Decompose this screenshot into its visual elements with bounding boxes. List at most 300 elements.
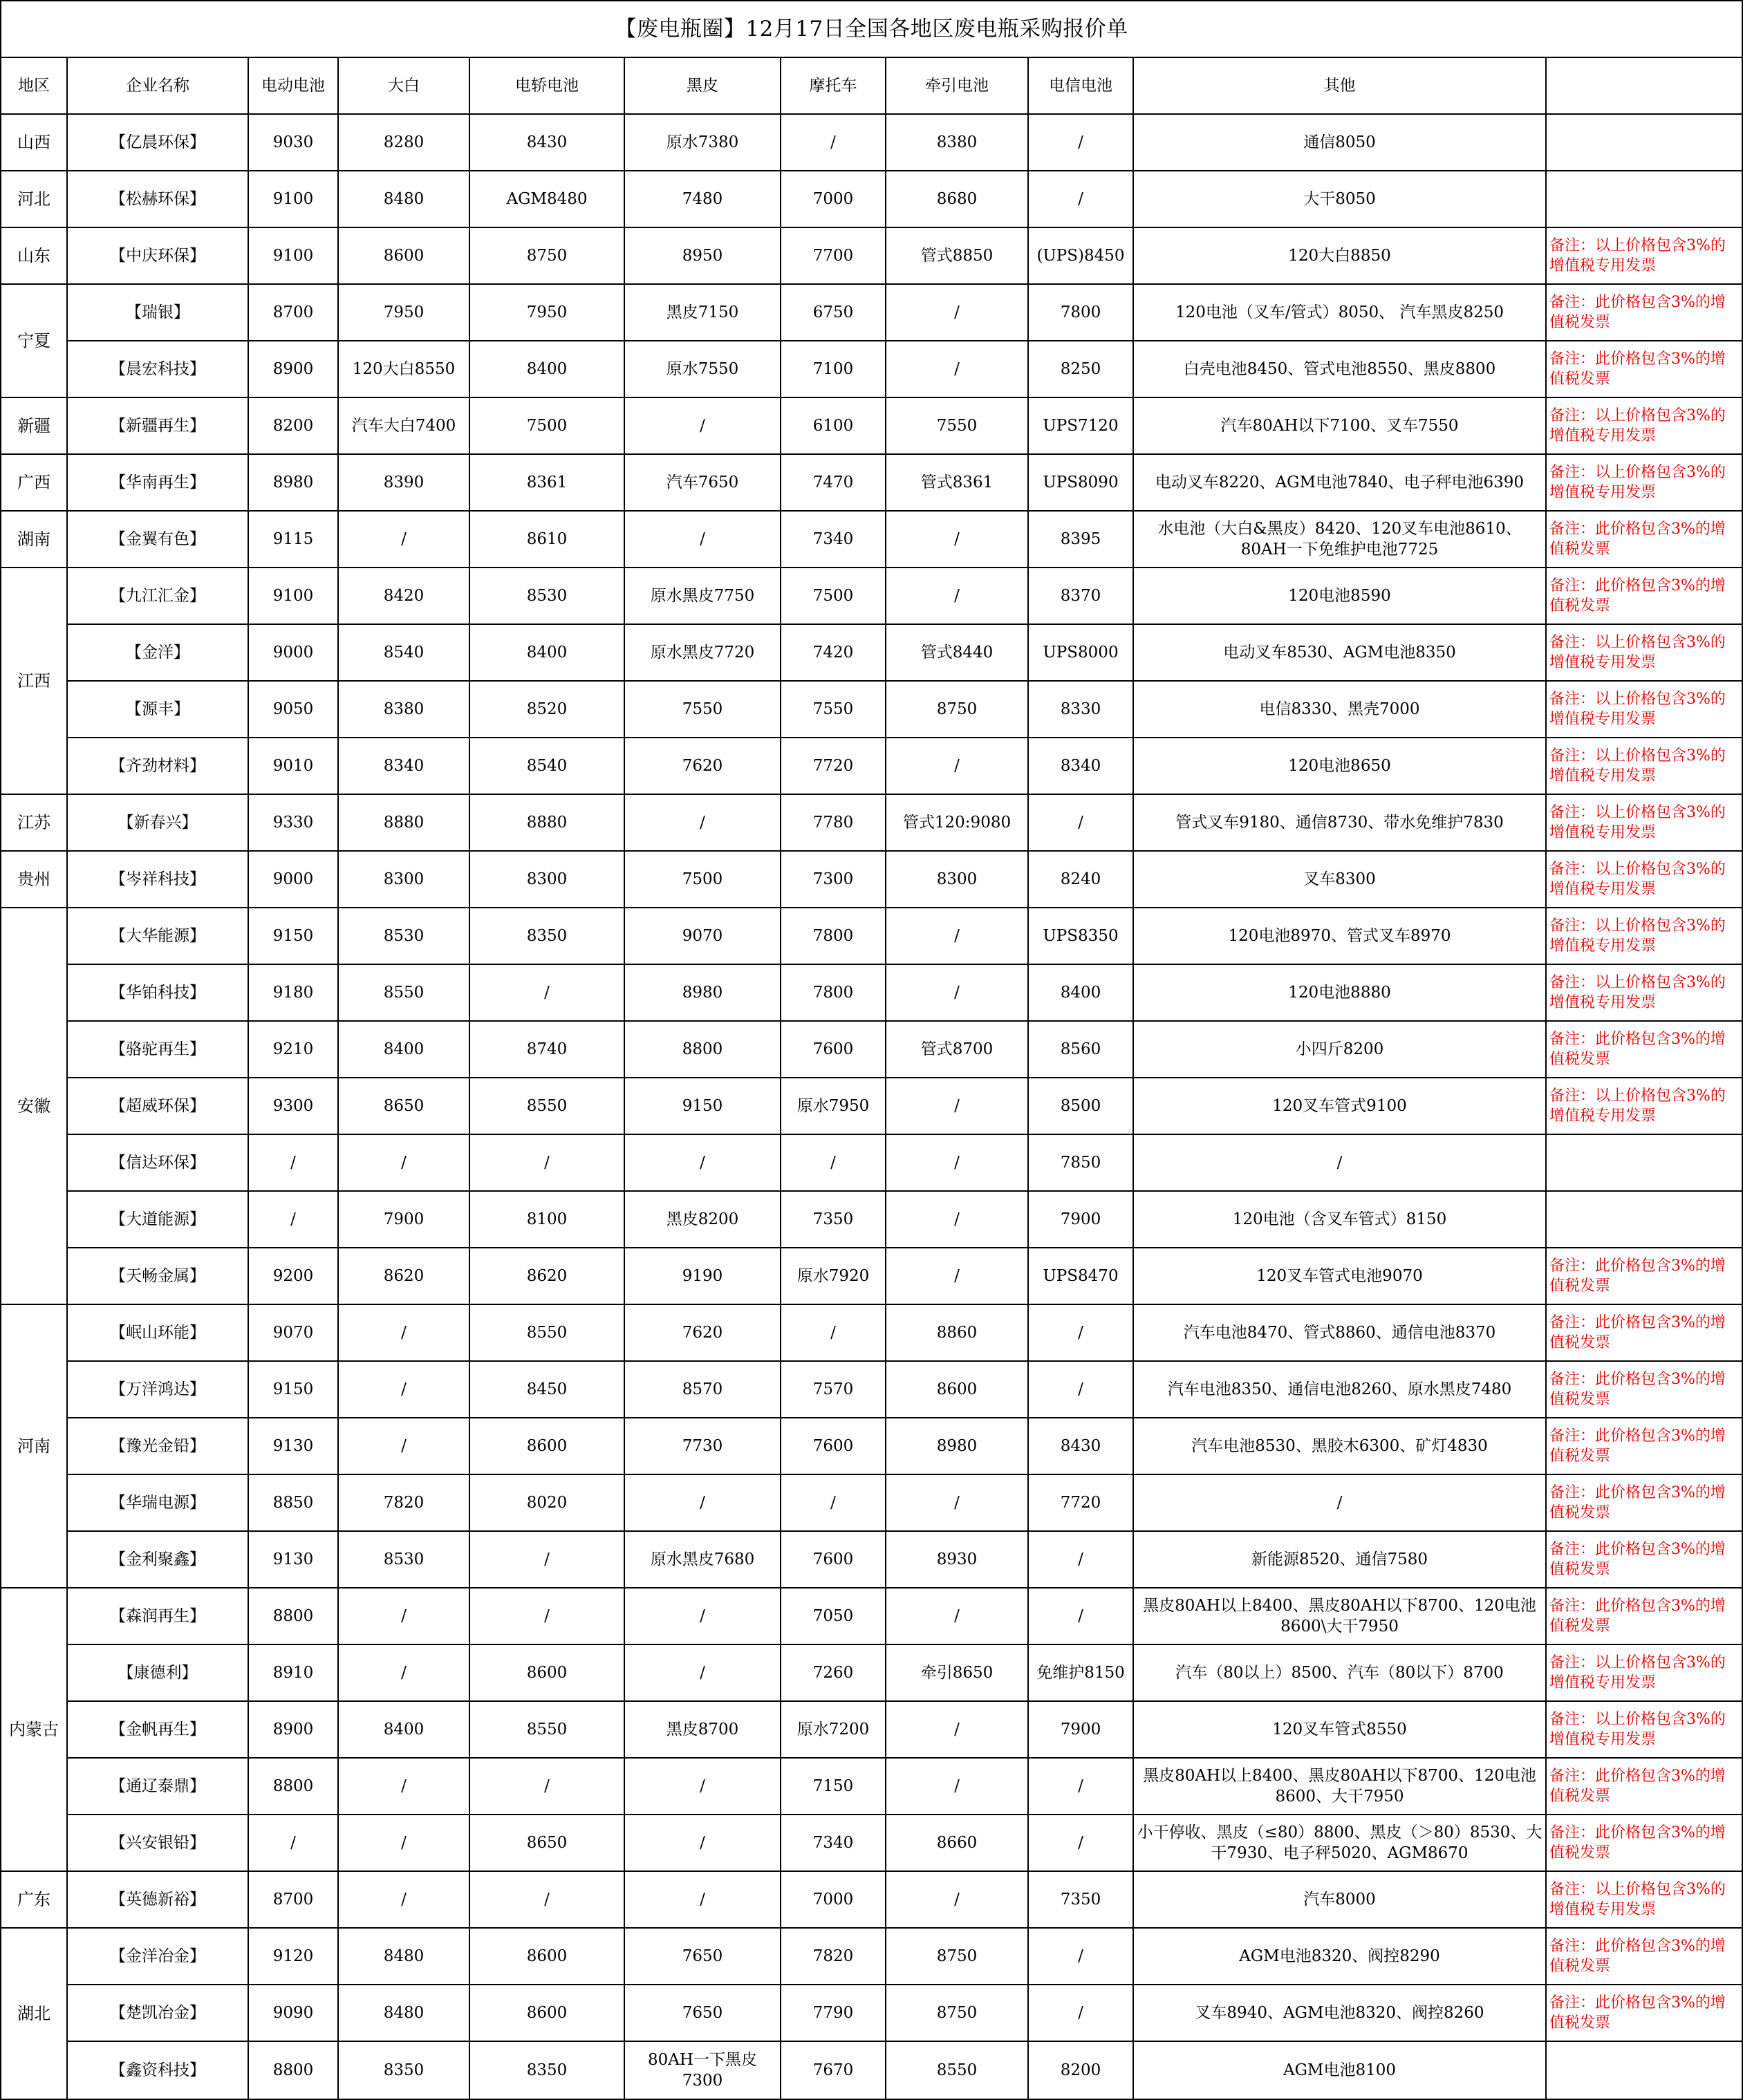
table-row <box>1 1531 1742 1588</box>
sedan-battery-price: 8550 <box>469 1701 624 1758</box>
company-name: 【康德利】 <box>67 1644 248 1701</box>
region-cell: 湖南 <box>1 511 67 568</box>
company-name: 【晨宏科技】 <box>67 341 248 397</box>
ev-battery-price: 9300 <box>248 1078 338 1134</box>
sedan-battery-price: 8880 <box>469 794 624 851</box>
column-header: 其他 <box>1133 57 1546 114</box>
sedan-battery-price: / <box>469 1531 624 1588</box>
table-row <box>1 1361 1742 1418</box>
page-title: 【废电瓶圈】12月17日全国各地区废电瓶采购报价单 <box>1 1 1742 57</box>
column-header: 地区 <box>1 57 67 114</box>
black-case-price: 7730 <box>624 1418 781 1474</box>
dabai-price: 7950 <box>338 284 469 341</box>
other-price: 汽车（80以上）8500、汽车（80以下）8700 <box>1133 1644 1546 1701</box>
company-name: 【通辽泰鼎】 <box>67 1758 248 1815</box>
company-name: 【金帆再生】 <box>67 1701 248 1758</box>
note-cell: 备注：此价格包含3%的增值税发票 <box>1546 284 1742 341</box>
sedan-battery-price: AGM8480 <box>469 171 624 227</box>
table-row <box>1 794 1742 851</box>
black-case-price: 原水7380 <box>624 114 781 171</box>
region-cell: 山西 <box>1 114 67 171</box>
sedan-battery-price: 8550 <box>469 1304 624 1361</box>
company-name: 【英德新裕】 <box>67 1871 248 1928</box>
note-cell: 备注：此价格包含3%的增值税发票 <box>1546 1588 1742 1644</box>
ev-battery-price: 8700 <box>248 1871 338 1928</box>
traction-battery-price: 管式8361 <box>886 454 1028 511</box>
other-price: 汽车8000 <box>1133 1871 1546 1928</box>
region-cell: 宁夏 <box>1 284 67 397</box>
sedan-battery-price: / <box>469 964 624 1021</box>
telecom-battery-price: 免维护8150 <box>1028 1644 1133 1701</box>
other-price: 黑皮80AH以上8400、黑皮80AH以下8700、120电池8600、大干7950 <box>1133 1758 1546 1815</box>
telecom-battery-price: UPS8470 <box>1028 1248 1133 1304</box>
other-price: 120电池8590 <box>1133 568 1546 624</box>
note-cell: 备注：以上价格包含3%的增值税专用发票 <box>1546 454 1742 511</box>
other-price: 新能源8520、通信7580 <box>1133 1531 1546 1588</box>
company-name: 【万洋鸿达】 <box>67 1361 248 1418</box>
telecom-battery-price: 7800 <box>1028 284 1133 341</box>
dabai-price: / <box>338 1815 469 1871</box>
sedan-battery-price: 8520 <box>469 681 624 738</box>
company-name: 【天畅金属】 <box>67 1248 248 1304</box>
motorcycle-price: 7340 <box>781 511 886 568</box>
traction-battery-price: 8860 <box>886 1304 1028 1361</box>
table-row <box>1 964 1742 1021</box>
ev-battery-price: 9200 <box>248 1248 338 1304</box>
traction-battery-price: 8300 <box>886 851 1028 908</box>
motorcycle-price: 7470 <box>781 454 886 511</box>
motorcycle-price: 7350 <box>781 1191 886 1248</box>
ev-battery-price: 8800 <box>248 1588 338 1644</box>
note-cell: 备注：此价格包含3%的增值税发票 <box>1546 1815 1742 1871</box>
other-price: 120电池8970、管式叉车8970 <box>1133 908 1546 964</box>
sedan-battery-price: 8540 <box>469 738 624 794</box>
company-name: 【新春兴】 <box>67 794 248 851</box>
dabai-price: 8480 <box>338 171 469 227</box>
region-cell: 河北 <box>1 171 67 227</box>
note-cell: 备注：以上价格包含3%的增值税专用发票 <box>1546 1644 1742 1701</box>
motorcycle-price: 7570 <box>781 1361 886 1418</box>
dabai-price: / <box>338 1361 469 1418</box>
motorcycle-price: 7150 <box>781 1758 886 1815</box>
note-cell: 备注：此价格包含3%的增值税发票 <box>1546 568 1742 624</box>
dabai-price: / <box>338 1304 469 1361</box>
company-name: 【齐劲材料】 <box>67 738 248 794</box>
ev-battery-price: / <box>248 1134 338 1191</box>
traction-battery-price: 8980 <box>886 1418 1028 1474</box>
traction-battery-price: 8680 <box>886 171 1028 227</box>
dabai-price: / <box>338 1644 469 1701</box>
traction-battery-price: 管式8440 <box>886 624 1028 681</box>
sedan-battery-price: / <box>469 1588 624 1644</box>
ev-battery-price: 8200 <box>248 397 338 454</box>
traction-battery-price: 8550 <box>886 2041 1028 2099</box>
black-case-price: 7500 <box>624 851 781 908</box>
table-row <box>1 1418 1742 1474</box>
other-price: 叉车8300 <box>1133 851 1546 908</box>
table-row <box>1 1815 1742 1871</box>
telecom-battery-price: 8500 <box>1028 1078 1133 1134</box>
traction-battery-price: / <box>886 511 1028 568</box>
company-name: 【骆驼再生】 <box>67 1021 248 1078</box>
sedan-battery-price: / <box>469 1134 624 1191</box>
black-case-price: 原水黑皮7720 <box>624 624 781 681</box>
dabai-price: 8550 <box>338 964 469 1021</box>
telecom-battery-price: UPS7120 <box>1028 397 1133 454</box>
dabai-price: 8880 <box>338 794 469 851</box>
table-row <box>1 1644 1742 1701</box>
sedan-battery-price: 8430 <box>469 114 624 171</box>
ev-battery-price: 8980 <box>248 454 338 511</box>
table-row <box>1 2041 1742 2099</box>
other-price: 120电池（含叉车管式）8150 <box>1133 1191 1546 1248</box>
traction-battery-price: / <box>886 738 1028 794</box>
traction-battery-price: 8600 <box>886 1361 1028 1418</box>
motorcycle-price: 7800 <box>781 964 886 1021</box>
note-cell: 备注：此价格包含3%的增值税发票 <box>1546 341 1742 397</box>
ev-battery-price: 9150 <box>248 908 338 964</box>
black-case-price: 9070 <box>624 908 781 964</box>
ev-battery-price: 9100 <box>248 227 338 284</box>
ev-battery-price: 9010 <box>248 738 338 794</box>
motorcycle-price: 7000 <box>781 171 886 227</box>
dabai-price: 8600 <box>338 227 469 284</box>
other-price: 小干停收、黑皮（≤80）8800、黑皮（＞80）8530、大干7930、电子秤5020、AGM8670 <box>1133 1815 1546 1871</box>
table-row <box>1 1758 1742 1815</box>
table-row <box>1 1191 1742 1248</box>
note-cell: 备注：此价格包含3%的增值税发票 <box>1546 1304 1742 1361</box>
motorcycle-price: 7720 <box>781 738 886 794</box>
sedan-battery-price: 8740 <box>469 1021 624 1078</box>
sedan-battery-price: 7500 <box>469 397 624 454</box>
ev-battery-price: 9115 <box>248 511 338 568</box>
dabai-price: 8390 <box>338 454 469 511</box>
region-cell: 山东 <box>1 227 67 284</box>
telecom-battery-price: / <box>1028 1815 1133 1871</box>
table-row <box>1 624 1742 681</box>
table-row <box>1 568 1742 624</box>
region-cell: 江西 <box>1 568 67 794</box>
ev-battery-price: 8900 <box>248 341 338 397</box>
black-case-price: 80AH一下黑皮7300 <box>624 2041 781 2099</box>
motorcycle-price: / <box>781 1304 886 1361</box>
note-cell <box>1546 1191 1742 1248</box>
table-row <box>1 1985 1742 2041</box>
traction-battery-price: 8380 <box>886 114 1028 171</box>
traction-battery-price: / <box>886 1078 1028 1134</box>
motorcycle-price: 原水7950 <box>781 1078 886 1134</box>
column-header: 摩托车 <box>781 57 886 114</box>
traction-battery-price: / <box>886 1758 1028 1815</box>
telecom-battery-price: 8250 <box>1028 341 1133 397</box>
other-price: 汽车电池8470、管式8860、通信电池8370 <box>1133 1304 1546 1361</box>
other-price: 120叉车管式电池9070 <box>1133 1248 1546 1304</box>
telecom-battery-price: 8400 <box>1028 964 1133 1021</box>
other-price: 120叉车管式9100 <box>1133 1078 1546 1134</box>
ev-battery-price: 9100 <box>248 568 338 624</box>
traction-battery-price: 8660 <box>886 1815 1028 1871</box>
motorcycle-price: 7500 <box>781 568 886 624</box>
telecom-battery-price: 8395 <box>1028 511 1133 568</box>
ev-battery-price: 9070 <box>248 1304 338 1361</box>
telecom-battery-price: 7900 <box>1028 1191 1133 1248</box>
black-case-price: 9150 <box>624 1078 781 1134</box>
traction-battery-price: / <box>886 1701 1028 1758</box>
note-cell: 备注：此价格包含3%的增值税发票 <box>1546 1985 1742 2041</box>
note-cell: 备注：以上价格包含3%的增值税专用发票 <box>1546 681 1742 738</box>
table-row <box>1 284 1742 341</box>
other-price: 120叉车管式8550 <box>1133 1701 1546 1758</box>
company-name: 【松赫环保】 <box>67 171 248 227</box>
other-price: / <box>1133 1134 1546 1191</box>
ev-battery-price: / <box>248 1191 338 1248</box>
ev-battery-price: 9090 <box>248 1985 338 2041</box>
other-price: 叉车8940、AGM电池8320、阀控8260 <box>1133 1985 1546 2041</box>
ev-battery-price: 9180 <box>248 964 338 1021</box>
motorcycle-price: 6100 <box>781 397 886 454</box>
table-row <box>1 1134 1742 1191</box>
telecom-battery-price: 8330 <box>1028 681 1133 738</box>
ev-battery-price: 8900 <box>248 1701 338 1758</box>
traction-battery-price: 管式120:9080 <box>886 794 1028 851</box>
note-cell: 备注：以上价格包含3%的增值税专用发票 <box>1546 1871 1742 1928</box>
sedan-battery-price: 8600 <box>469 1985 624 2041</box>
motorcycle-price: 7050 <box>781 1588 886 1644</box>
sedan-battery-price: 8650 <box>469 1815 624 1871</box>
black-case-price: 黑皮8700 <box>624 1701 781 1758</box>
table-row <box>1 1701 1742 1758</box>
black-case-price: / <box>624 1474 781 1531</box>
black-case-price: 原水黑皮7680 <box>624 1531 781 1588</box>
dabai-price: 8620 <box>338 1248 469 1304</box>
company-name: 【金洋冶金】 <box>67 1928 248 1985</box>
black-case-price: / <box>624 1588 781 1644</box>
telecom-battery-price: 7720 <box>1028 1474 1133 1531</box>
other-price: 120电池8880 <box>1133 964 1546 1021</box>
column-header: 企业名称 <box>67 57 248 114</box>
sedan-battery-price: 8610 <box>469 511 624 568</box>
table-row <box>1 1928 1742 1985</box>
note-cell: 备注：此价格包含3%的增值税发票 <box>1546 1248 1742 1304</box>
dabai-price: 7900 <box>338 1191 469 1248</box>
other-price: 黑皮80AH以上8400、黑皮80AH以下8700、120电池8600\大干7950 <box>1133 1588 1546 1644</box>
telecom-battery-price: 8240 <box>1028 851 1133 908</box>
telecom-battery-price: 8340 <box>1028 738 1133 794</box>
company-name: 【兴安银铅】 <box>67 1815 248 1871</box>
company-name: 【森润再生】 <box>67 1588 248 1644</box>
telecom-battery-price: 8370 <box>1028 568 1133 624</box>
table-row <box>1 1021 1742 1078</box>
sedan-battery-price: 8550 <box>469 1078 624 1134</box>
black-case-price: / <box>624 397 781 454</box>
table-row <box>1 1871 1742 1928</box>
note-cell: 备注：此价格包含3%的增值税发票 <box>1546 1474 1742 1531</box>
region-cell: 新疆 <box>1 397 67 454</box>
table-row <box>1 1588 1742 1644</box>
note-cell: 备注：以上价格包含3%的增值税专用发票 <box>1546 851 1742 908</box>
table-row <box>1 1474 1742 1531</box>
motorcycle-price: 7600 <box>781 1021 886 1078</box>
column-header <box>1546 57 1742 114</box>
motorcycle-price: / <box>781 1134 886 1191</box>
column-header: 黑皮 <box>624 57 781 114</box>
column-header: 牵引电池 <box>886 57 1028 114</box>
note-cell <box>1546 1134 1742 1191</box>
black-case-price: 黑皮7150 <box>624 284 781 341</box>
company-name: 【大道能源】 <box>67 1191 248 1248</box>
company-name: 【金利聚鑫】 <box>67 1531 248 1588</box>
traction-battery-price: 牵引8650 <box>886 1644 1028 1701</box>
sedan-battery-price: 7950 <box>469 284 624 341</box>
column-header: 电动电池 <box>248 57 338 114</box>
motorcycle-price: 7800 <box>781 908 886 964</box>
table-row <box>1 681 1742 738</box>
black-case-price: 8800 <box>624 1021 781 1078</box>
ev-battery-price: 9050 <box>248 681 338 738</box>
motorcycle-price: 7300 <box>781 851 886 908</box>
sedan-battery-price: 8350 <box>469 908 624 964</box>
traction-battery-price: / <box>886 1191 1028 1248</box>
note-cell: 备注：此价格包含3%的增值税发票 <box>1546 1361 1742 1418</box>
black-case-price: 原水7550 <box>624 341 781 397</box>
traction-battery-price: / <box>886 568 1028 624</box>
note-cell <box>1546 114 1742 171</box>
other-price: 大干8050 <box>1133 171 1546 227</box>
black-case-price: 8980 <box>624 964 781 1021</box>
motorcycle-price: 原水7920 <box>781 1248 886 1304</box>
telecom-battery-price: / <box>1028 114 1133 171</box>
table-row <box>1 114 1742 171</box>
sedan-battery-price: 8530 <box>469 568 624 624</box>
other-price: 白壳电池8450、管式电池8550、黑皮8800 <box>1133 341 1546 397</box>
traction-battery-price: 管式8700 <box>886 1021 1028 1078</box>
company-name: 【金洋】 <box>67 624 248 681</box>
other-price: 电信8330、黑壳7000 <box>1133 681 1546 738</box>
traction-battery-price: / <box>886 284 1028 341</box>
telecom-battery-price: 8430 <box>1028 1418 1133 1474</box>
telecom-battery-price: 8560 <box>1028 1021 1133 1078</box>
motorcycle-price: 7600 <box>781 1418 886 1474</box>
telecom-battery-price: 7900 <box>1028 1701 1133 1758</box>
table-row <box>1 511 1742 568</box>
note-cell: 备注：此价格包含3%的增值税发票 <box>1546 1758 1742 1815</box>
dabai-price: / <box>338 511 469 568</box>
region-cell: 内蒙古 <box>1 1588 67 1871</box>
telecom-battery-price: UPS8350 <box>1028 908 1133 964</box>
note-cell: 备注：此价格包含3%的增值税发票 <box>1546 1418 1742 1474</box>
dabai-price: 8420 <box>338 568 469 624</box>
traction-battery-price: 7550 <box>886 397 1028 454</box>
other-price: / <box>1133 1474 1546 1531</box>
telecom-battery-price: / <box>1028 1588 1133 1644</box>
other-price: 电动叉车8220、AGM电池7840、电子秤电池6390 <box>1133 454 1546 511</box>
ev-battery-price: 9000 <box>248 624 338 681</box>
company-name: 【华南再生】 <box>67 454 248 511</box>
table-row <box>1 851 1742 908</box>
note-cell: 备注：此价格包含3%的增值税发票 <box>1546 511 1742 568</box>
ev-battery-price: 9100 <box>248 171 338 227</box>
company-name: 【岷山环能】 <box>67 1304 248 1361</box>
black-case-price: / <box>624 1815 781 1871</box>
table-row <box>1 1304 1742 1361</box>
traction-battery-price: / <box>886 341 1028 397</box>
ev-battery-price: 9000 <box>248 851 338 908</box>
company-name: 【瑞银】 <box>67 284 248 341</box>
column-header: 电信电池 <box>1028 57 1133 114</box>
dabai-price: 汽车大白7400 <box>338 397 469 454</box>
traction-battery-price: / <box>886 1248 1028 1304</box>
ev-battery-price: 9150 <box>248 1361 338 1418</box>
ev-battery-price: 9330 <box>248 794 338 851</box>
telecom-battery-price: / <box>1028 794 1133 851</box>
black-case-price: / <box>624 1871 781 1928</box>
telecom-battery-price: (UPS)8450 <box>1028 227 1133 284</box>
telecom-battery-price: / <box>1028 1361 1133 1418</box>
note-cell: 备注：以上价格包含3%的增值税专用发票 <box>1546 227 1742 284</box>
note-cell: 备注：以上价格包含3%的增值税专用发票 <box>1546 738 1742 794</box>
ev-battery-price: / <box>248 1815 338 1871</box>
black-case-price: / <box>624 794 781 851</box>
dabai-price: 8530 <box>338 1531 469 1588</box>
region-cell: 江苏 <box>1 794 67 851</box>
other-price: 管式叉车9180、通信8730、带水免维护7830 <box>1133 794 1546 851</box>
black-case-price: 8570 <box>624 1361 781 1418</box>
table-row <box>1 1078 1742 1134</box>
ev-battery-price: 9130 <box>248 1531 338 1588</box>
table-row <box>1 454 1742 511</box>
motorcycle-price: 7100 <box>781 341 886 397</box>
other-price: AGM电池8100 <box>1133 2041 1546 2099</box>
company-name: 【超威环保】 <box>67 1078 248 1134</box>
company-name: 【豫光金铅】 <box>67 1418 248 1474</box>
telecom-battery-price: / <box>1028 171 1133 227</box>
telecom-battery-price: / <box>1028 1531 1133 1588</box>
dabai-price: 7820 <box>338 1474 469 1531</box>
sedan-battery-price: / <box>469 1871 624 1928</box>
sedan-battery-price: 8400 <box>469 624 624 681</box>
telecom-battery-price: / <box>1028 1928 1133 1985</box>
note-cell: 备注：以上价格包含3%的增值税专用发票 <box>1546 1701 1742 1758</box>
ev-battery-price: 8850 <box>248 1474 338 1531</box>
telecom-battery-price: 7350 <box>1028 1871 1133 1928</box>
column-header: 大白 <box>338 57 469 114</box>
black-case-price: 7650 <box>624 1928 781 1985</box>
telecom-battery-price: 8200 <box>1028 2041 1133 2099</box>
black-case-price: 8950 <box>624 227 781 284</box>
dabai-price: 8480 <box>338 1928 469 1985</box>
note-cell: 备注：以上价格包含3%的增值税专用发票 <box>1546 624 1742 681</box>
motorcycle-price: 7550 <box>781 681 886 738</box>
dabai-price: 8400 <box>338 1021 469 1078</box>
other-price: 电动叉车8530、AGM电池8350 <box>1133 624 1546 681</box>
traction-battery-price: / <box>886 1134 1028 1191</box>
other-price: 水电池（大白&黑皮）8420、120叉车电池8610、80AH一下免维护电池7725 <box>1133 511 1546 568</box>
region-cell: 河南 <box>1 1304 67 1588</box>
note-cell: 备注：此价格包含3%的增值税发票 <box>1546 1531 1742 1588</box>
other-price: 汽车电池8350、通信电池8260、原水黑皮7480 <box>1133 1361 1546 1418</box>
company-name: 【楚凯冶金】 <box>67 1985 248 2041</box>
dabai-price: 8350 <box>338 2041 469 2099</box>
dabai-price: 8400 <box>338 1701 469 1758</box>
table-row <box>1 341 1742 397</box>
telecom-battery-price: / <box>1028 1758 1133 1815</box>
company-name: 【华瑞电源】 <box>67 1474 248 1531</box>
dabai-price: / <box>338 1418 469 1474</box>
dabai-price: 8480 <box>338 1985 469 2041</box>
table-row <box>1 397 1742 454</box>
sedan-battery-price: 8100 <box>469 1191 624 1248</box>
motorcycle-price: 7790 <box>781 1985 886 2041</box>
